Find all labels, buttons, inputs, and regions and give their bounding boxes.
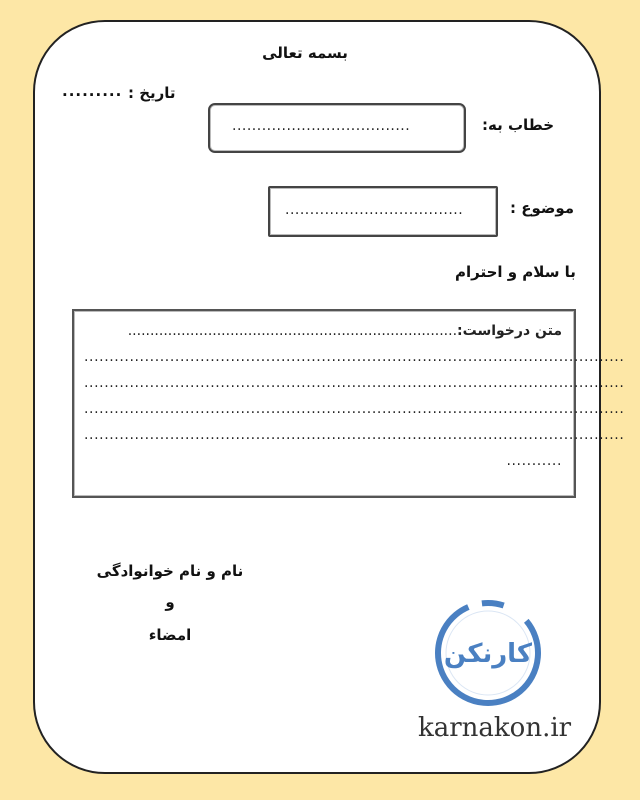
signature-and-label: و (165, 593, 175, 611)
request-first-line (82, 323, 562, 339)
subject-label: موضوع : (510, 199, 575, 217)
request-line: ........................................................................................................... (84, 401, 625, 417)
addressee-label: خطاب به: (482, 116, 555, 134)
signature-sign-label: امضاء (148, 626, 192, 644)
request-first-dots: .......................................................................... (127, 323, 458, 339)
logo-text: کارنکن (443, 639, 533, 669)
subject-placeholder: .................................... (285, 202, 464, 218)
request-line: ........... (506, 453, 562, 469)
request-text-box[interactable] (72, 309, 625, 498)
karnakon-logo-icon (431, 596, 545, 710)
request-line: ........................................................................................................... (84, 375, 625, 391)
date-label: تاریخ : (128, 84, 176, 102)
addressee-placeholder: .................................... (232, 118, 411, 134)
website-text[interactable]: karnakon.ir (418, 713, 572, 743)
signature-name-label: نام و نام خوانوادگی (96, 562, 244, 580)
greeting: با سلام و احترام (455, 263, 576, 281)
request-line: ........................................................................................................... (84, 349, 625, 365)
subject-field[interactable] (268, 186, 498, 237)
date-field[interactable]: ......... (62, 82, 123, 100)
letter-heading: بسمه تعالی (262, 44, 348, 62)
request-label: متن درخواست: (457, 323, 562, 339)
addressee-field[interactable] (208, 103, 466, 153)
request-line: ........................................................................................................... (84, 427, 625, 443)
